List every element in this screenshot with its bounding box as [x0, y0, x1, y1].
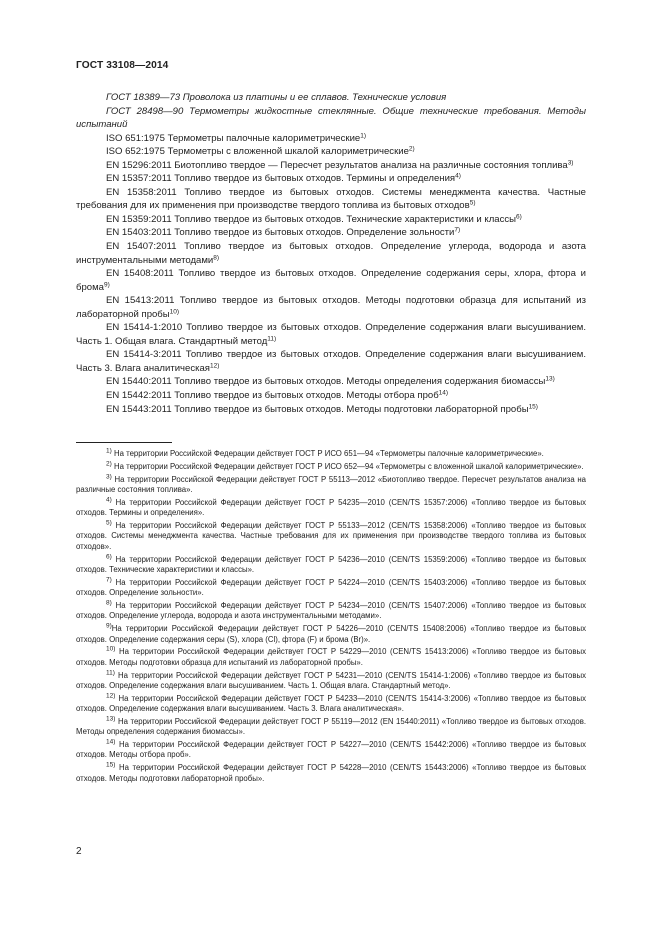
reference-item: EN 15403:2011 Топливо твердое из бытовых отходов. Определение зольности$^{7)}$ [106, 226, 461, 239]
footnote: $^{7)}$ На территории Российской Федерации действует ГОСТ Р 54224—2010 (CEN/TS 15403:2006) «Топливо твердое из бытовых отходов. Определение зольности». [76, 576, 587, 598]
footnote: $^{3)}$ На территории Российской Федерации действует ГОСТ Р 55113—2012 «Биотопливо твердое. Пересчет результатов анализа на различные состояния топлива». [76, 473, 586, 495]
reference-item: EN 15296:2011 Биотопливо твердое — Пересчет результатов анализа на различные состояния топлива$^{3)}$ [106, 159, 574, 171]
reference-item: EN 15440:2011 Топливо твердое из бытовых отходов. Методы определения содержания биомассы$^{13)}$ [106, 375, 555, 388]
reference-item: EN 15442:2011 Топливо твердое из бытовых отходов. Методы отбора проб$^{14)}$ [106, 389, 449, 402]
page-number: 2 [76, 846, 82, 857]
reference-item: EN 15407:2011 Топливо твердое из бытовых отходов. Определение углерода, водорода и азота инструментальными методами$^{8)}$ [76, 241, 586, 266]
footnote-ref: 14) [438, 389, 449, 397]
reference-item: EN 15443:2011 Топливо твердое из бытовых отходов. Методы подготовки лабораторной пробы$^{15)}$ [106, 403, 538, 415]
reference-item: EN 15358:2011 Топливо твердое из бытовых отходов. Системы менеджмента качества. Частные требования для их применения при производстве твердого топлива из бытовых отходов$^{5)}$ [76, 186, 586, 212]
reference-item: EN 15357:2011 Топливо твердое из бытовых отходов. Термины и определения$^{4)}$ [106, 172, 461, 185]
reference-item: ISO 652:1975 Термометры с вложенной шкалой калориметрические$^{2)}$ [106, 145, 415, 158]
footnote-ref: 3) [567, 159, 574, 167]
footnote: $^{11)}$ На территории Российской Федерации действует ГОСТ Р 54231—2010 (CEN/TS 15414-1:2006) «Топливо твердое из бытовых отходов. Определение содержания влаги высушиванием. Часть 1. Общая влага. Стандартный метод». [76, 669, 586, 690]
footnote-ref: 15) [528, 403, 538, 411]
footnote: $^{9)}$На территории Российской Федерации действует ГОСТ Р 54226—2010 (CEN/TS 15408:2006) «Топливо твердое из бытовых отходов. Определение содержания серы (S), хлора (Cl), фтора (F) и брома (Br)». [76, 622, 586, 644]
reference-item: ГОСТ 28498—90 Термометры жидкостные стеклянные. Общие технические требования. Методы испытаний [76, 105, 586, 131]
footnote-mark: 10) [106, 645, 116, 653]
footnote-mark: 9) [106, 622, 112, 630]
reference-item: EN 15408:2011 Топливо твердое из бытовых отходов. Определение содержания серы, хлора, фтора и брома$^{9)}$ [76, 268, 586, 293]
footnote-ref: 2) [408, 145, 415, 153]
footnote-mark: 2) [106, 460, 112, 468]
footnote: $^{14)}$ На территории Российской Федерации действует ГОСТ Р 54227—2010 (CEN/TS 15442:2006) «Топливо твердое из бытовых отходов. Методы отбора проб». [76, 738, 586, 760]
footnote-mark: 15) [106, 761, 116, 769]
footnote-mark: 13) [106, 715, 116, 723]
footnote-mark: 14) [106, 738, 116, 746]
footnote-mark: 12) [106, 692, 116, 700]
footnote-ref: 10) [169, 308, 180, 316]
footnote-ref: 9) [103, 281, 110, 289]
footnote-ref: 11) [267, 335, 277, 343]
reference-item: EN 15414-1:2010 Топливо твердое из бытовых отходов. Определение содержания влаги высушиванием. Часть 1. Общая влага. Стандартный метод$^{11)}$ [76, 322, 586, 347]
reference-item: ISO 651:1975 Термометры палочные калориметрические$^{1)}$ [106, 132, 366, 144]
footnote-mark: 4) [106, 496, 112, 504]
reference-item: EN 15413:2011 Топливо твердое из бытовых отходов. Методы подготовки образца для испытаний из лабораторной пробы$^{10)}$ [76, 295, 586, 320]
footnote: $^{2)}$ На территории Российской Федерации действует ГОСТ Р ИСО 652—94 «Термометры с вложенной шкалой калориметрические». [106, 460, 584, 471]
footnote: $^{4)}$ На территории Российской Федерации действует ГОСТ Р 54235—2010 (CEN/TS 15357:2006) «Топливо твердое из бытовых отходов. Термины и определения». [76, 496, 587, 518]
footnote: $^{6)}$ На территории Российской Федерации действует ГОСТ Р 54236—2010 (CEN/TS 15359:2006) «Топливо твердое из бытовых отходов. Технические характеристики и классы». [76, 553, 587, 574]
footnote-mark: 1) [106, 447, 112, 455]
footnote-mark: 5) [106, 519, 112, 527]
footnote-ref: 6) [516, 213, 522, 221]
footnote: $^{8)}$ На территории Российской Федерации действует ГОСТ Р 54234—2010 (CEN/TS 15407:2006) «Топливо твердое из бытовых отходов. Определение углерода, водорода и азота инструментальными методами». [76, 599, 587, 621]
reference-item: ГОСТ 18389—73 Проволока из платины и ее сплавов. Технические условия [106, 92, 447, 103]
footnote-mark: 6) [106, 553, 112, 561]
footnote-mark: 7) [106, 576, 112, 584]
footnote: $^{1)}$ На территории Российской Федерации действует ГОСТ Р ИСО 651—94 «Термометры палочные калориметрические». [106, 447, 544, 458]
footnote-separator [76, 442, 172, 443]
footnote-ref: 12) [209, 362, 220, 370]
footnote-ref: 1) [360, 132, 366, 140]
footnote-ref: 5) [469, 199, 476, 207]
footnote-ref: 7) [454, 226, 461, 234]
footnote-mark: 3) [106, 473, 112, 481]
footnote-mark: 11) [106, 669, 115, 677]
footnote: $^{13)}$ На территории Российской Федерации действует ГОСТ Р 55119—2012 (EN 15440:2011) «Топливо твердое из бытовых отходов. Методы определения содержания биомассы». [76, 715, 587, 737]
footnote-ref: 13) [545, 375, 555, 383]
footnote-mark: 8) [106, 599, 112, 607]
normative-references [76, 91, 586, 416]
footnote: $^{5)}$ На территории Российской Федерации действует ГОСТ Р 55133—2012 (CEN/TS 15358:2006) «Топливо твердое из бытовых отходов. Системы менеджмента качества. Частные требования для их применения при производстве твердого топлива из бытовых отходов». [76, 519, 587, 551]
footnotes [76, 449, 586, 787]
reference-item: EN 15414-3:2011 Топливо твердое из бытовых отходов. Определение содержания влаги высушиванием. Часть 3. Влага аналитическая$^{12)}$ [76, 349, 586, 374]
footnote-ref: 4) [455, 172, 461, 180]
page-header: ГОСТ 33108—2014 [76, 60, 169, 71]
footnote: $^{12)}$ На территории Российской Федерации действует ГОСТ Р 54233—2010 (CEN/TS 15414-3:2006) «Топливо твердое из бытовых отходов. Определение содержания влаги высушиванием. Часть 3. Влага аналитическая». [76, 692, 586, 714]
footnote-ref: 8) [213, 254, 220, 262]
footnote: $^{15)}$ На территории Российской Федерации действует ГОСТ Р 54228—2010 (CEN/TS 15443:2006) «Топливо твердое из бытовых отходов. Методы подготовки лабораторной пробы». [76, 761, 586, 783]
reference-item: EN 15359:2011 Топливо твердое из бытовых отходов. Технические характеристики и классы$^{6)}$ [106, 213, 522, 225]
footnote: $^{10)}$ На территории Российской Федерации действует ГОСТ Р 54229—2010 (CEN/TS 15413:2006) «Топливо твердое из бытовых отходов. Методы подготовки образца для испытаний из лабораторной пробы». [76, 645, 586, 667]
